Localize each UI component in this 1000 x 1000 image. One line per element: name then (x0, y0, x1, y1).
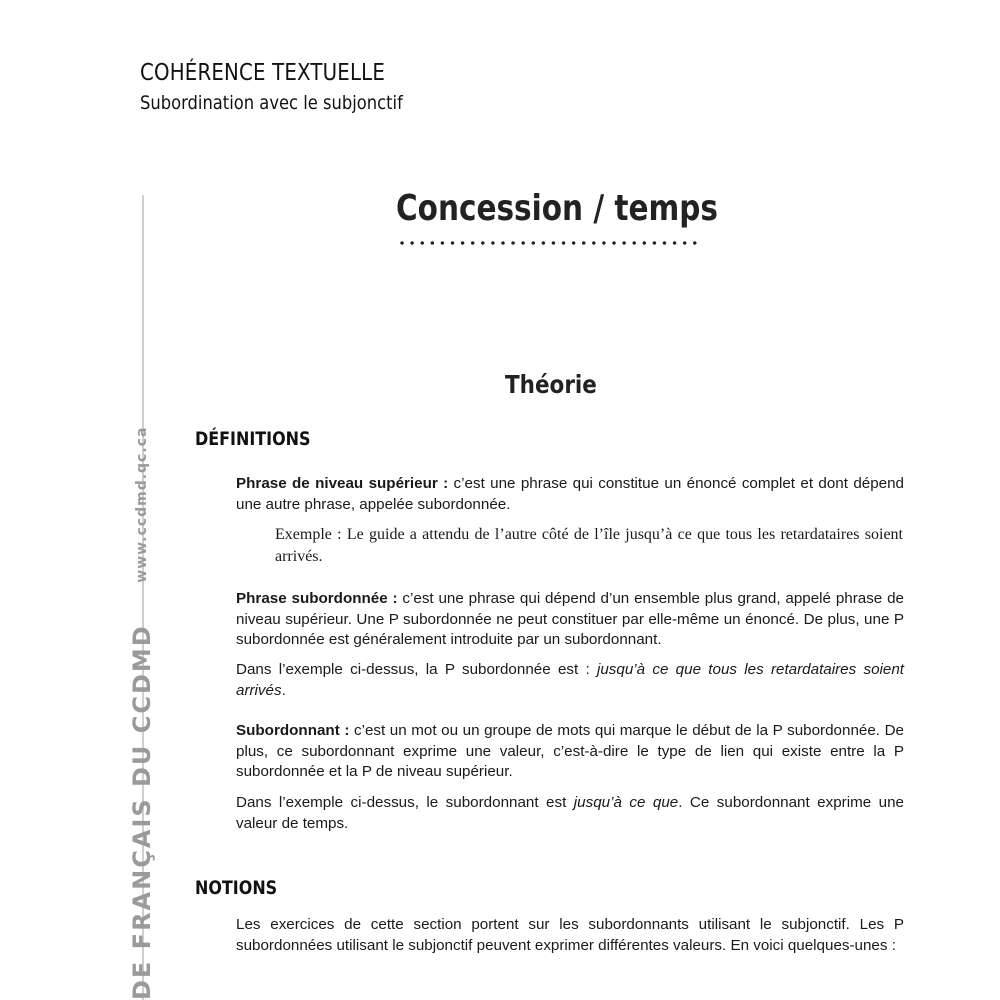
text-subordonnant: c’est un mot ou un groupe de mots qui marque le début de la P subordonnée. De plus, ce subordonnant exprime une valeur, c’est-à-dire le type de lien qui existe entre la P subordonnée et la P de niveau supérieur. (236, 722, 905, 780)
text-subordonnee: c’est une phrase qui dépend d’un ensemble plus grand, appelé phrase de niveau supérieur. Une P subordonnée ne peut constituer par elle-même un énoncé. De plus, une P subordonnée est généralement introduite par un subordonnant. (236, 590, 904, 648)
note-subordonnee-prefix: Dans l’exemple ci-dessus, la P subordonnée est : (236, 661, 597, 678)
side-vertical-text (128, 427, 156, 1000)
section-subtitle: Subordination avec le subjonctif (140, 92, 403, 114)
definition-subordonnee (236, 589, 904, 651)
note-subordonnant-italic: jusqu’à ce que (573, 794, 679, 811)
notions-text: Les exercices de cette section portent sur les subordonnants utilisant le subjonctif. Les P subordonnées utilisant le subjonctif peuvent exprimer différentes valeurs. En voici quelques-unes : (236, 916, 904, 954)
page-title: Concession / temps (396, 188, 718, 229)
side-label: DE FRANÇAIS DU CCDMD (128, 624, 156, 1000)
term-subordonnee: Phrase subordonnée : (236, 590, 398, 607)
text-niveau-superieur: c’est une phrase qui constitue un énoncé complet et dont dépend une autre phrase, appelée subordonnée. (236, 475, 904, 513)
note-subordonnant (236, 793, 904, 834)
note-subordonnee-suffix: . (281, 681, 286, 699)
title-dotted-underline (397, 240, 702, 246)
side-url: www.ccdmd.qc.ca (134, 426, 150, 583)
note-subordonnee (236, 660, 904, 701)
term-niveau-superieur: Phrase de niveau supérieur : (236, 475, 449, 492)
theory-heading: Théorie (505, 370, 597, 399)
term-subordonnant: Subordonnant : (236, 722, 350, 739)
note-subordonnee-italic: jusqu’à ce que tous les retardataires soient arrivés (236, 661, 905, 699)
example-sentence: Exemple : Le guide a attendu de l’autre côté de l’île jusqu’à ce que tous les retardataires soient arrivés. (275, 526, 903, 565)
section-label: COHÉRENCE TEXTUELLE (140, 60, 386, 86)
note-subordonnant-suffix: . Ce subordonnant exprime une valeur de temps. (236, 794, 904, 832)
definition-niveau-superieur (236, 474, 904, 515)
notions-heading: NOTIONS (195, 877, 278, 899)
definition-subordonnant (236, 721, 904, 783)
note-subordonnant-prefix: Dans l’exemple ci-dessus, le subordonnant est (236, 794, 574, 811)
definitions-heading: DÉFINITIONS (195, 428, 311, 450)
